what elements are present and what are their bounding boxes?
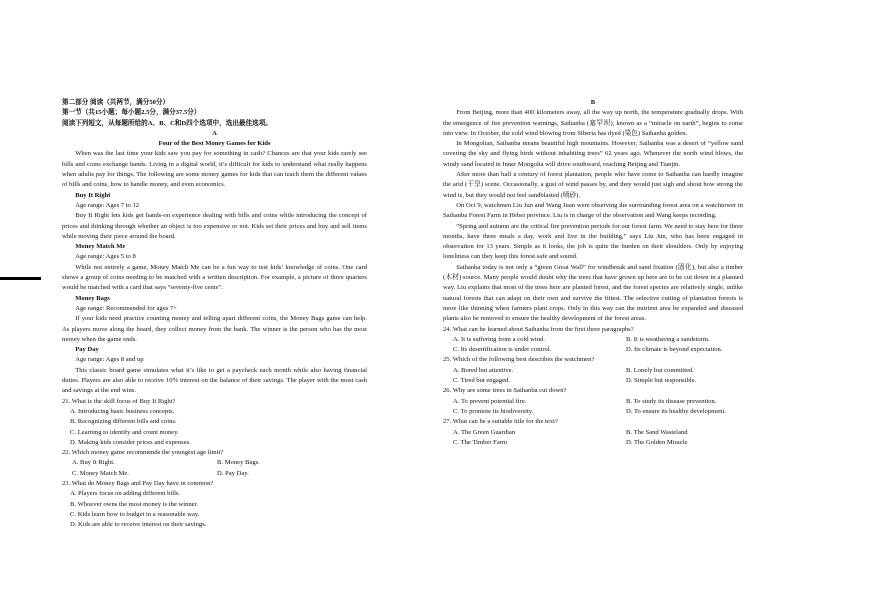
paragraph: From Beijing, more than 400 kilometers away, all the way up north, the temperature gradually drops. With the emergence of fire prevention warnings, Saihanba (塞罕坝), known as a “miracle on earth”, begins to come into view. In October, the cold wind blowing from Siberia has dyed (染色) Saihanba golden.	[443, 109, 743, 137]
game-age-range: Age range: Ages 5 to 8	[75, 253, 136, 261]
option-row	[443, 438, 743, 448]
question-27: 27. What can be a suitable title for the text?	[443, 418, 558, 426]
passage-letter-b: B	[590, 99, 596, 106]
question-23: 23. What do Money Bags and Pay Day have in common?	[62, 479, 214, 487]
option: C. Its desertification is under control.	[453, 346, 552, 354]
option: A. The Green Guardian	[453, 428, 516, 436]
passage-letter-a: A	[212, 129, 217, 137]
game-title-money-bags: Money Bags	[75, 294, 110, 302]
question-24: 24. What can be learned about Saihanba from the first three paragraphs?	[443, 325, 634, 333]
passage-title: Four of the Best Money Games for Kids	[158, 140, 271, 148]
question-22: 22. Which money game recommends the youngest age limit?	[62, 449, 224, 457]
intro-paragraph: When was the last time your kids saw you pay for something in cash? Chances are that your kids rarely see bills and coins exchange hands. Living in a digital world, it’s difficult for kids to understand what really happens when adults pay for things. The following are some money games for kids that can teach them the different values of bills and coins, how to handle money, and even economics.	[62, 150, 367, 189]
paragraph: On Oct 9, watchmen Liu Jun and Wang Juan were observing the surrounding forest area on a watchtower in Saihanba Forest Farm in Hebei province. Liu is in charge of the observation and Wang keeps recording.	[443, 201, 743, 220]
paragraph: In Mongolian, Saihanba means beautiful high mountains. However, Saihanba was a desert of “yellow sand covering the sky and flying birds without inhabiting trees” 62 years ago. Whenever the north wind blows, the windy sand located in Inner Mongolia will drive southward, reaching Beijing and Tianjin.	[443, 140, 743, 168]
option: B. Whoever owns the most money is the winner.	[70, 500, 199, 508]
option: D. Making kids consider prices and expenses.	[70, 438, 191, 446]
option-row	[443, 428, 743, 438]
question-26: 26. Why are some trees in Saihanba cut down?	[443, 387, 567, 395]
option: D. Kids are able to receive interest on their savings.	[70, 521, 207, 529]
option: C. The Timber Farm	[453, 438, 508, 446]
subsection-header: 第一节（共15小题；每小题2.5分，满分37.5分）	[62, 109, 201, 117]
paragraph: After more than half a century of forest plantation, people who have come to Saihanba can hardly imagine the arid (干旱) scene. Occasionally, a gust of wind passes by, and they would just sigh and shout how strong the wind is, but they would not feel sandblasted (喷砂).	[443, 171, 743, 199]
game-title-buy-it-right: Buy It Right	[75, 191, 111, 199]
option-row	[443, 335, 743, 345]
game-description: This classic board game simulates what it’s like to get a paycheck each month while also having financial duties. Players are also able to receive 10% interest on the balance of their savings. The player with the most cash and savings at the end wins.	[62, 366, 367, 395]
option-row	[443, 376, 743, 386]
option-row	[443, 397, 743, 407]
game-title-money-match-me: Money Match Me	[75, 243, 126, 251]
option: D. Pay Day.	[217, 469, 249, 477]
option-row	[443, 345, 743, 355]
option: D. To ensure its healthy development.	[626, 407, 726, 415]
option-row	[62, 469, 367, 479]
section-header: 第二部分 阅读（共两节，满分50分）	[62, 99, 170, 106]
option-row	[443, 407, 743, 417]
game-age-range: Age range: Recommended for ages 7+	[75, 304, 177, 312]
option: A. Introducing basic business concepts.	[70, 407, 175, 415]
right-column	[443, 98, 743, 448]
game-description: If your kids need practice counting money and telling apart different coins, the Money Bags game can help. As players move along the board, they collect money from the bank. The winner is the person who has the most money when the game ends.	[62, 315, 367, 343]
option: C. To promote its biodiversity.	[453, 407, 534, 415]
option: B. Recognizing different bills and coins.	[70, 418, 177, 426]
game-description: Buy It Right lets kids get hands-on experience dealing with bills and coins while introducing the concept of prices and thinking through whether an object is too expensive or not. Kids set their prices and buy and sell items while moving their piece around the board.	[62, 212, 367, 240]
paragraph: Saihanba today is not only a “green Great Wall” for windbreak and sand fixation (固化), but also a timber (木材) source. Many people would doubt why the trees that have grown up here are to be cut down in a planned way. Liu explains that most of the trees here are planted forest, and the forest species are relatively single, unlike natural forests that can adapt on their own and survive the fittest. The selective cutting of plantation forests is more like thinning when farmers plant crops. Only in this way can the nutrient area be expanded and diseased plants also be removed to ensure the healthy development of the forest areas.	[443, 263, 743, 323]
question-25: 25. Which of the following best describes the watchmen?	[443, 356, 595, 364]
game-title-pay-day: Pay Day	[75, 346, 99, 354]
option: A. Players focus on adding different bills.	[70, 490, 181, 498]
option: C. Learning to identify and count money.	[70, 428, 179, 436]
option: A. To prevent potential fire.	[453, 397, 527, 405]
question-21: 21. What is the skill focus of Buy It Right?	[62, 397, 176, 405]
margin-marker	[0, 277, 41, 280]
left-column	[62, 98, 367, 530]
option: B. The Sand Wasteland	[626, 428, 688, 436]
option: D. Simple but responsible.	[626, 377, 697, 385]
option: C. Tired but engaged.	[453, 377, 510, 385]
option: D. Its climate is beyond expectation.	[626, 346, 723, 354]
instructions: 阅读下列短文，从每题所给的A、B、C和D四个选项中，选出最佳选项。	[62, 119, 272, 127]
option: B. To study its disease prevention.	[626, 397, 717, 405]
option-row	[443, 366, 743, 376]
option: B. It is weathering a sandstorm.	[626, 335, 710, 343]
option: D. The Golden Miracle	[626, 438, 688, 446]
option: C. Kids learn how to budget in a reasonable way.	[70, 510, 200, 518]
option: A. It is suffering from a cold wind.	[453, 335, 545, 343]
option-row	[62, 458, 367, 468]
option: A. Bored but attentive.	[453, 366, 514, 374]
option: C. Money Match Me.	[72, 469, 129, 477]
game-description: While not entirely a game, Money Match Me can be a fun way to test kids’ knowledge of coins. One card shows a group of coins needing to be matched with a written description. For example, a picture of three quarters would be matched with a card that says “seventy-five cents”.	[62, 263, 367, 292]
option: B. Lonely but committed.	[626, 366, 694, 374]
option: A. Buy It Right.	[72, 459, 115, 467]
paragraph: “Spring and autumn are the critical fire prevention periods for our forest farm. We need to stay here for three months, have three meals a day, work and live in the building,” says Liu Jun, who has been engaged in observation for 13 years. Simple as it looks, the job is quite the burden on their shoulders. Only by enjoying loneliness can they keep this forest safe and sound.	[443, 222, 743, 261]
game-age-range: Age range: Ages 8 and up	[75, 356, 144, 364]
game-age-range: Age range: Ages 7 to 12	[75, 201, 140, 209]
option: B. Money Bags.	[217, 459, 260, 467]
